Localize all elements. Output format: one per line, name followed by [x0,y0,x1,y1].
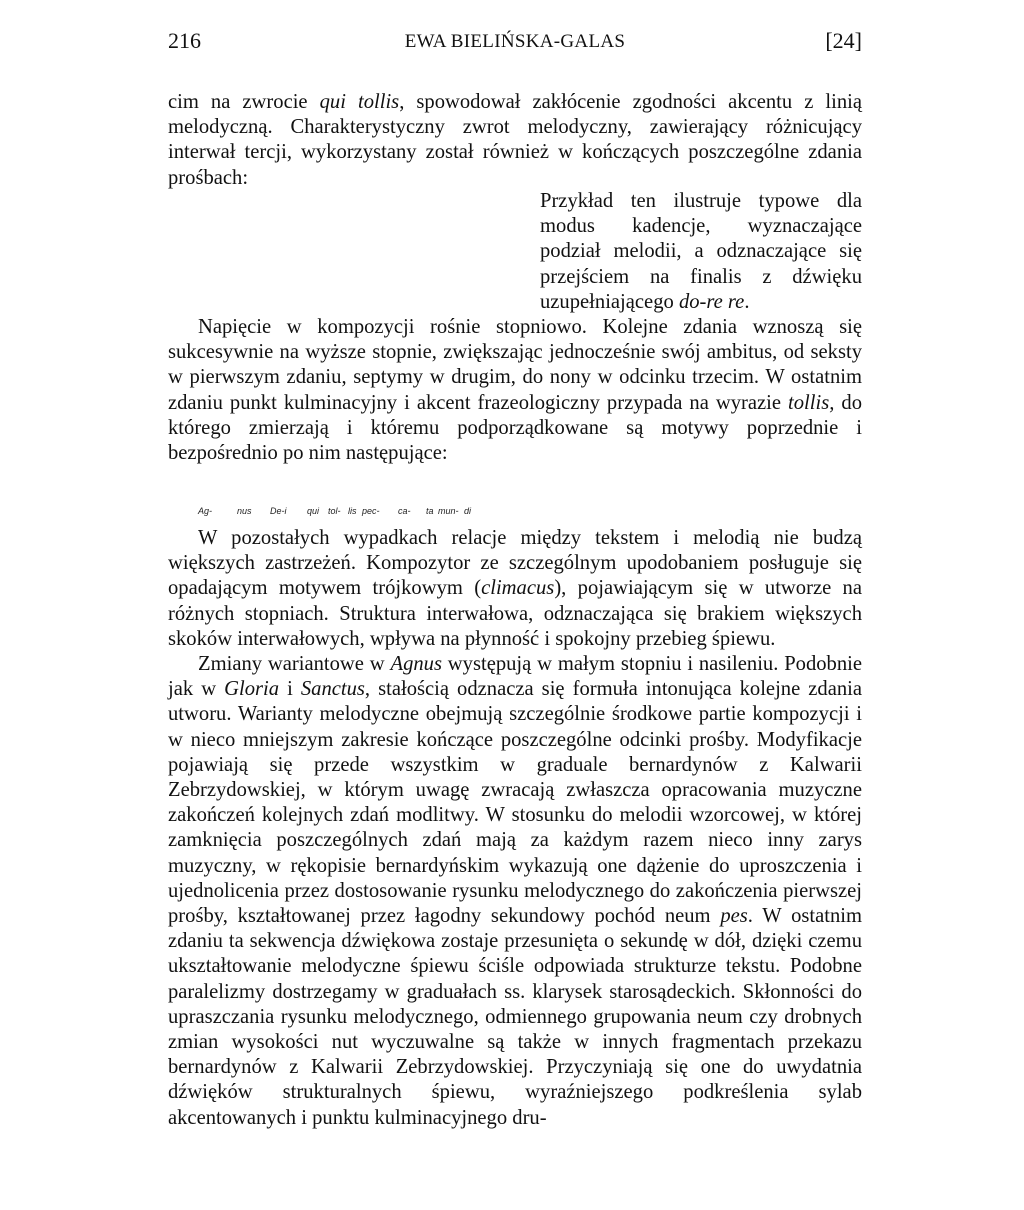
paragraph-3 [168,526,862,652]
paragraph-2 [168,315,862,466]
italic-run: Agnus [390,653,442,676]
text-run: , stałością odznacza się formuła intonująca kolejne zdania utworu. Warianty melodyczne obejmują szczególnie środkowe partie kompozycji i w nieco mniejszym zakresie kończące poszczególne odcinki prośby. Modyfikacje pojawiają się przede wszystkim w graduale bernardynów z Kalwarii Zebrzydowskiej, w którym uwagę zwracają zwłaszcza opracowania muzyczne zakończeń kolejnych zdań modlitwy. W stosunku do melodii wzorcowej, w której zamknięcia poszczególnych zdań mają za każdym razem nieco inny zarys muzyczny, w rękopisie bernardyńskim wykazują one dążenie do uproszczenia i ujednolicenia przez dostosowanie rysunku melodycznego do zakończenia pierwszej prośby, kształtowanej przez łagodny sekundowy pochód neum [168,678,863,928]
lyric-syllable: di [464,506,472,516]
text-run: występują w małym stopniu i nasileniu. Podobnie jak w [168,653,863,701]
lyric-syllable: ca- [398,506,411,516]
italic-run: tollis, [788,391,835,414]
running-header [168,28,862,58]
text-run: , spowodował zakłócenie zgodności akcentu z linią melodyczną. Charakterystyczny zwrot melodyczny, zawierający różnicujący interwał tercji, wykorzystany został również w kończących poszczególne zdania prośbach: [168,91,862,189]
italic-run: Sanctus [300,678,365,701]
lyric-syllable: mun- [438,506,459,516]
text-run: Zmiany wariantowe w [198,653,391,676]
text-run: . W ostatnim zdaniu ta sekwencja dźwiękowa zostaje przesunięta o sekundę w dół, dzięki czemu ukształtowanie melodyczne śpiewu ściśle odpowiada strukturze tekstu. Podobne paralelizmy dostrzegamy w graduałach ss. klarysek starosądeckich. Skłonności do upraszczania rysunku melodycznego, odmiennego grupowania neum czy drobnych zmian wysokości nut wyczuwalne są także w innych fragmentach przekazu bernardynów z Kalwarii Zebrzydowskiej. Przyczyniają się one do uwydatnia dźwięków strukturalnych śpiewu, wyraźniejszego podkreślenia sylab akcentowanych i punktu kulminacyjnego dru- [168,905,862,1129]
lyric-syllable: tol- [328,506,341,516]
italic-run: Gloria [224,678,280,701]
text-run: W pozostałych wypadkach relacje między tekstem i melodią nie budzą większych zastrzeżeń. Kompozytor ze szczególnym upodobaniem posługuje się opadającym motywem trójkowym ( [168,527,862,600]
text-run: Napięcie w kompozycji rośnie stopniowo. Kolejne zdania wznoszą się sukcesywnie na wyższe stopnie, zwiększając jednocześnie swój ambitus, od seksty w pierwszym zdaniu, septymy w drugim, do nony w odcinku trzecim. W ostatnim zdaniu punkt kulminacyjny i akcent frazeologiczny przypada na wyrazie [168,316,862,414]
text-run: cim na zwrocie [168,91,320,113]
lyric-syllable: pec- [362,506,380,516]
music-example-lyrics [168,470,862,530]
lyric-syllable: De-i [270,506,287,516]
text-run: ), pojawiającym się w utworze na różnych stopniach. Struktura interwałowa, odznaczająca się brakiem większych skoków interwałowych, wpływa na płynność i spokojny przebieg śpiewu. [168,577,862,650]
italic-run: qui tollis [319,91,400,113]
running-head-author: EWA BIELIŃSKA-GALAS [404,31,626,52]
lyric-syllable: qui [307,506,320,516]
lyric-syllable: lis [348,506,357,516]
section-number: [24] [825,28,862,53]
italic-run: climacus [481,577,555,600]
text-run: do którego zmierzają i któremu podporządkowane są motywy poprzednie i bezpośrednio po nim następujące: [168,391,862,465]
text-run: i [279,678,301,701]
lyric-syllable: nus [237,506,252,516]
paragraph-1 [168,90,862,191]
italic-run: pes [720,905,748,928]
example-caption [540,189,862,315]
text-run: . [744,290,750,313]
paragraph-4 [168,652,862,1131]
text-run: Przykład ten ilustruje typowe dla modus kadencje, wyznaczające podział melodii, a odznaczające się przejściem na finalis z dźwięku uzupełniającego [540,190,862,313]
body-text-continued [168,526,862,1131]
page-number: 216 [168,28,201,53]
lyric-syllable: Ag- [198,506,213,516]
italic-run: do-re re [678,290,745,313]
lyric-syllable: ta [426,506,434,516]
